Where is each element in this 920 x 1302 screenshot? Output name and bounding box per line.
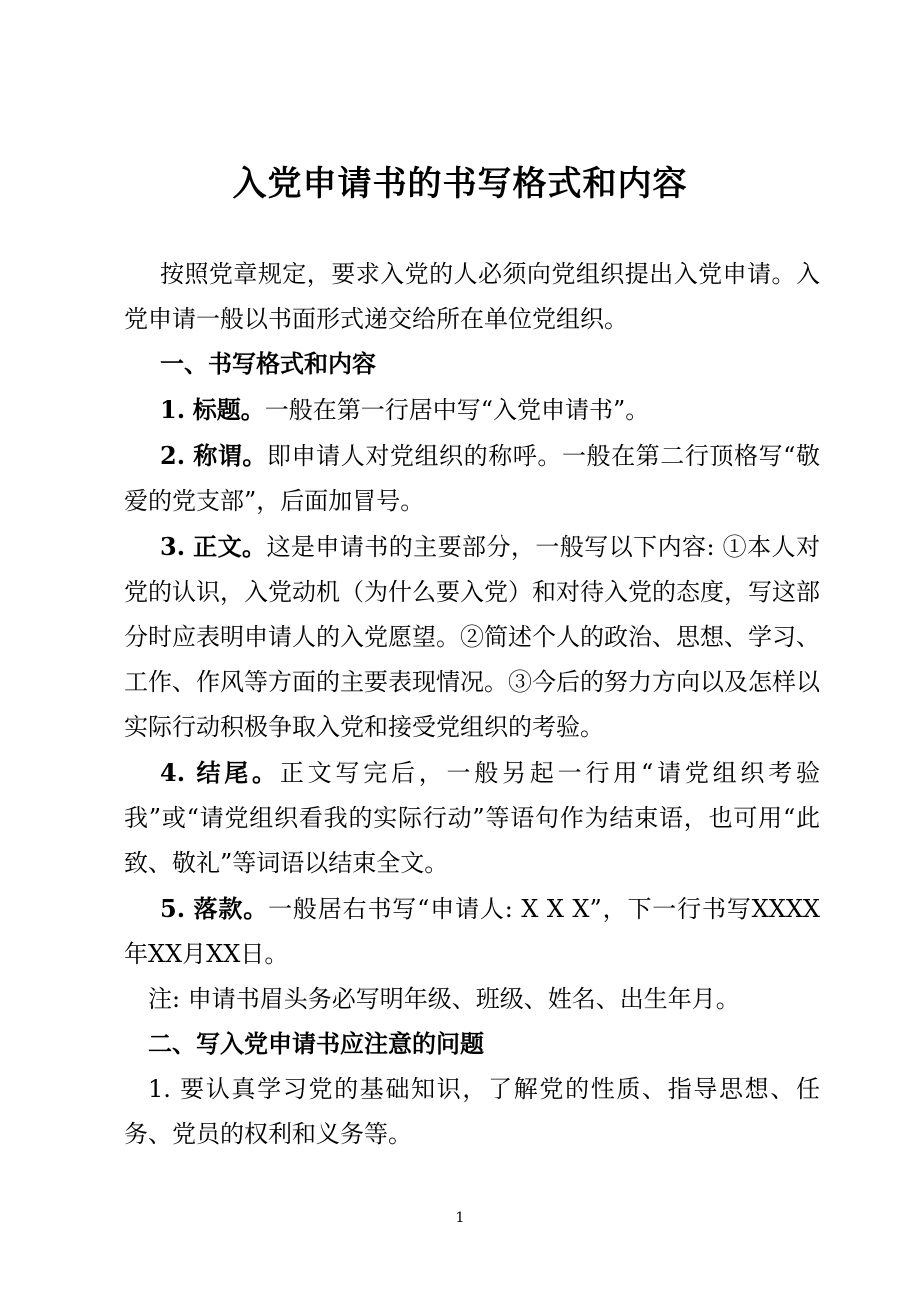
page-number: 1 [455,1210,465,1226]
note-paragraph: 注: 申请书眉头务必写明年级、班级、姓名、出生年月。 [148,985,740,1013]
item-4-label: 结尾。 [196,758,280,787]
item-3 [124,524,820,750]
item-1-num: 1. [160,395,186,424]
item-3-label: 正文。 [193,532,267,561]
section1-heading: 一、书写格式和内容 [160,350,376,378]
document-title: 入党申请书的书写格式和内容 [232,164,688,204]
item-2 [124,433,820,524]
item-2-text: 即申请人对党组织的称呼。一般在第二行顶格写“敬爱的党支部”，后面加冒号。 [124,442,820,515]
item-1-label: 标题。 [192,395,265,424]
section2-item-1: 1. 要认真学习党的基础知识，了解党的性质、指导思想、任务、党员的权利和义务等。 [124,1075,820,1148]
item-5 [124,886,820,977]
section2-heading: 二、写入党申请书应注意的问题 [148,1030,484,1058]
item-3-num: 3. [160,532,186,561]
item-2-num: 2. [160,441,186,470]
item-4 [124,750,820,886]
document-body [124,252,820,1157]
item-5-num: 5. [160,894,186,923]
item-2-label: 称谓。 [193,441,268,470]
item-4-num: 4. [160,758,186,787]
item-3-text: 这是申请书的主要部分，一般写以下内容: ①本人对党的认识，入党动机（为什么要入党）和对待入党的态度，写这部分时应表明申请人的入党愿望。②简述个人的政治、思想、学习、工作、作风等方面的主要表现情况。③今后的努力方向以及怎样以实际行动积极争取入党和接受党组织的考验。 [124,533,820,741]
item-5-label: 落款。 [193,894,269,923]
item-5-text: 一般居右书写“申请人: X X X”，下一行书写XXXX年XX月XX日。 [124,895,821,968]
item-1-text: 一般在第一行居中写“入党申请书”。 [264,396,650,424]
item-4-text: 正文写完后，一般另起一行用“请党组织考验我”或“请党组织看我的实际行动”等语句作为结束语，也可用“此致、敬礼”等词语以结束全文。 [124,759,820,877]
item-1 [124,387,820,433]
intro-paragraph: 按照党章规定，要求入党的人必须向党组织提出入党申请。入党申请一般以书面形式递交给所在单位党组织。 [124,260,820,333]
